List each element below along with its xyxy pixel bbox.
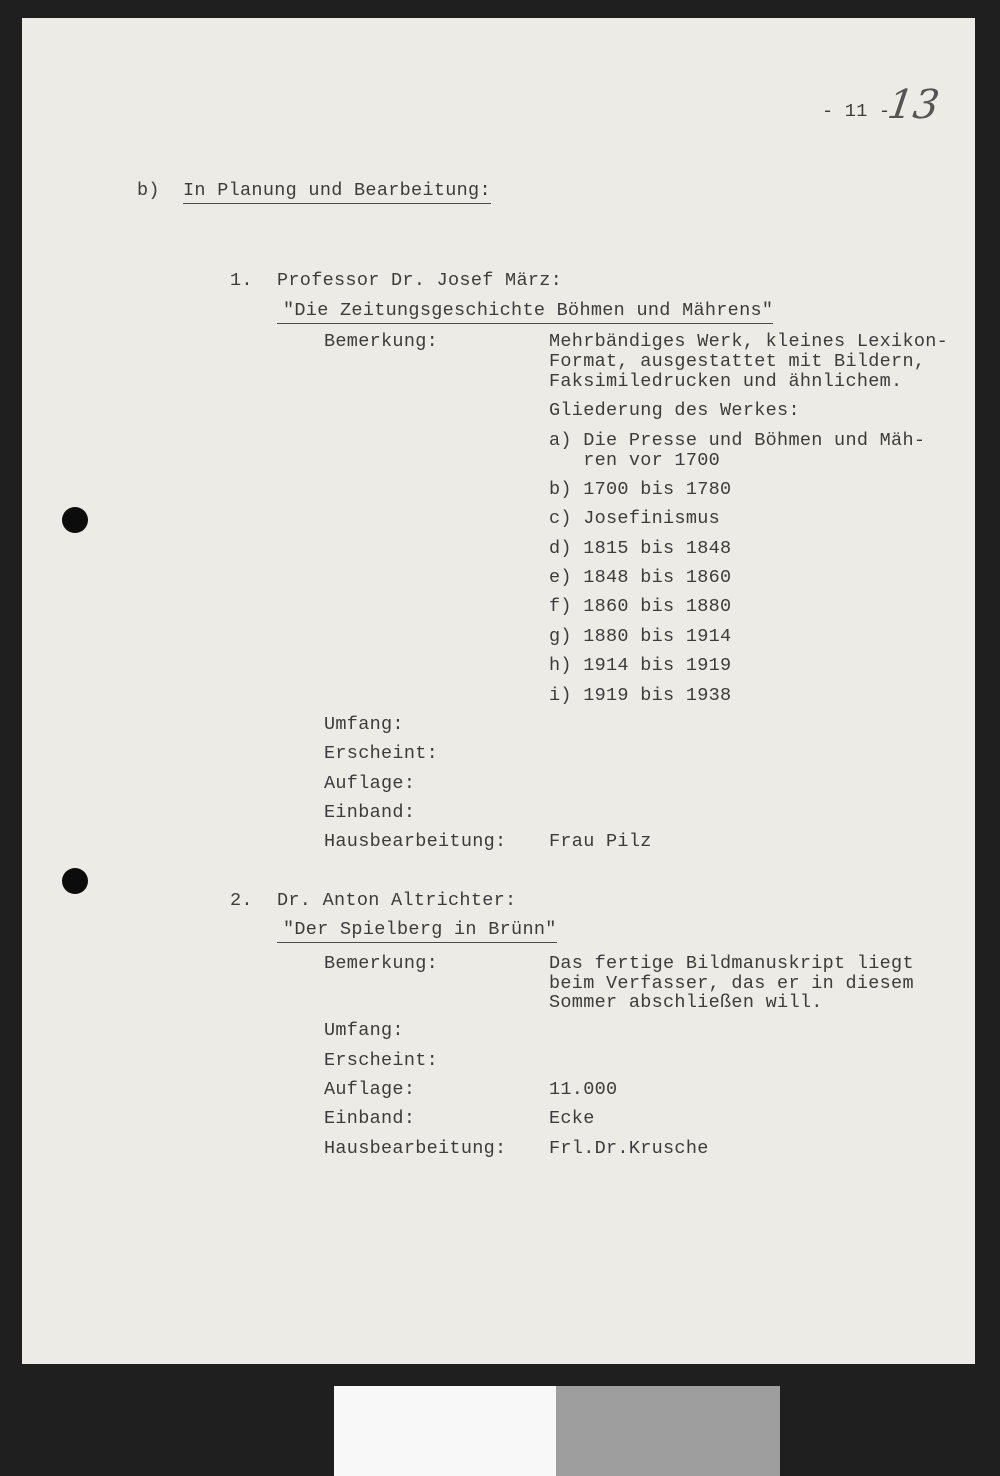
entry2-title: "Der Spielberg in Brünn" — [277, 920, 557, 943]
entry1-hausbearbeitung-value: Frau Pilz — [549, 831, 652, 852]
entry1-bemerkung-line: Format, ausgestattet mit Bildern, — [549, 351, 926, 372]
document-page — [22, 18, 975, 1364]
handwritten-page-number: 13 — [884, 82, 943, 128]
entry1-label-erscheint: Erscheint: — [324, 743, 439, 764]
gliederung-item: d) 1815 bis 1848 — [549, 538, 732, 559]
gliederung-item: h) 1914 bis 1919 — [549, 655, 732, 676]
entry1-label-umfang: Umfang: — [324, 714, 404, 735]
entry2-author: Dr. Anton Altrichter: — [277, 890, 517, 911]
entry1-label-bemerkung: Bemerkung: — [324, 331, 439, 352]
entry1-label-einband: Einband: — [324, 802, 416, 823]
entry1-bemerkung-line: Faksimiledrucken und ähnlichem. — [549, 371, 903, 392]
entry1-label-hausbearbeitung: Hausbearbeitung: — [324, 831, 507, 852]
entry2-label-hausbearbeitung: Hausbearbeitung: — [324, 1138, 507, 1159]
punch-hole-top — [62, 507, 88, 533]
entry1-label-auflage: Auflage: — [324, 773, 416, 794]
section-marker: b) — [137, 180, 160, 201]
entry1-gliederung-label: Gliederung des Werkes: — [549, 400, 800, 421]
entry2-number: 2. — [230, 890, 253, 911]
entry2-label-auflage: Auflage: — [324, 1079, 416, 1100]
entry2-bemerkung-line: Sommer abschließen will. — [549, 992, 823, 1013]
entry2-label-bemerkung: Bemerkung: — [324, 953, 439, 974]
punch-hole-bottom — [62, 868, 88, 894]
entry2-bemerkung-line: Das fertige Bildmanuskript liegt — [549, 953, 914, 974]
entry2-einband-value: Ecke — [549, 1108, 595, 1129]
gliederung-item: c) Josefinismus — [549, 508, 721, 529]
entry2-hausbearbeitung-value: Frl.Dr.Krusche — [549, 1138, 709, 1159]
gliederung-item: i) 1919 bis 1938 — [549, 685, 732, 706]
entry1-author: Professor Dr. Josef März: — [277, 270, 563, 291]
entry2-label-umfang: Umfang: — [324, 1020, 404, 1041]
entry1-bemerkung-line: Mehrbändiges Werk, kleines Lexikon- — [549, 331, 949, 352]
gliederung-item: g) 1880 bis 1914 — [549, 626, 732, 647]
page-number: - 11 - — [822, 101, 891, 122]
scan-white-patch — [334, 1386, 556, 1476]
entry1-title: "Die Zeitungsgeschichte Böhmen und Mährens" — [277, 301, 773, 324]
entry2-auflage-value: 11.000 — [549, 1079, 618, 1100]
gliederung-item: f) 1860 bis 1880 — [549, 596, 732, 617]
entry2-label-erscheint: Erscheint: — [324, 1050, 439, 1071]
entry2-bemerkung-line: beim Verfasser, das er in diesem — [549, 973, 914, 994]
gliederung-item: e) 1848 bis 1860 — [549, 567, 732, 588]
section-title: In Planung und Bearbeitung: — [183, 181, 491, 204]
gliederung-item: b) 1700 bis 1780 — [549, 479, 732, 500]
gliederung-item: ren vor 1700 — [549, 450, 721, 471]
entry1-number: 1. — [230, 270, 253, 291]
entry2-label-einband: Einband: — [324, 1108, 416, 1129]
scan-gray-patch — [556, 1386, 780, 1476]
gliederung-item: a) Die Presse und Böhmen und Mäh- — [549, 430, 926, 451]
